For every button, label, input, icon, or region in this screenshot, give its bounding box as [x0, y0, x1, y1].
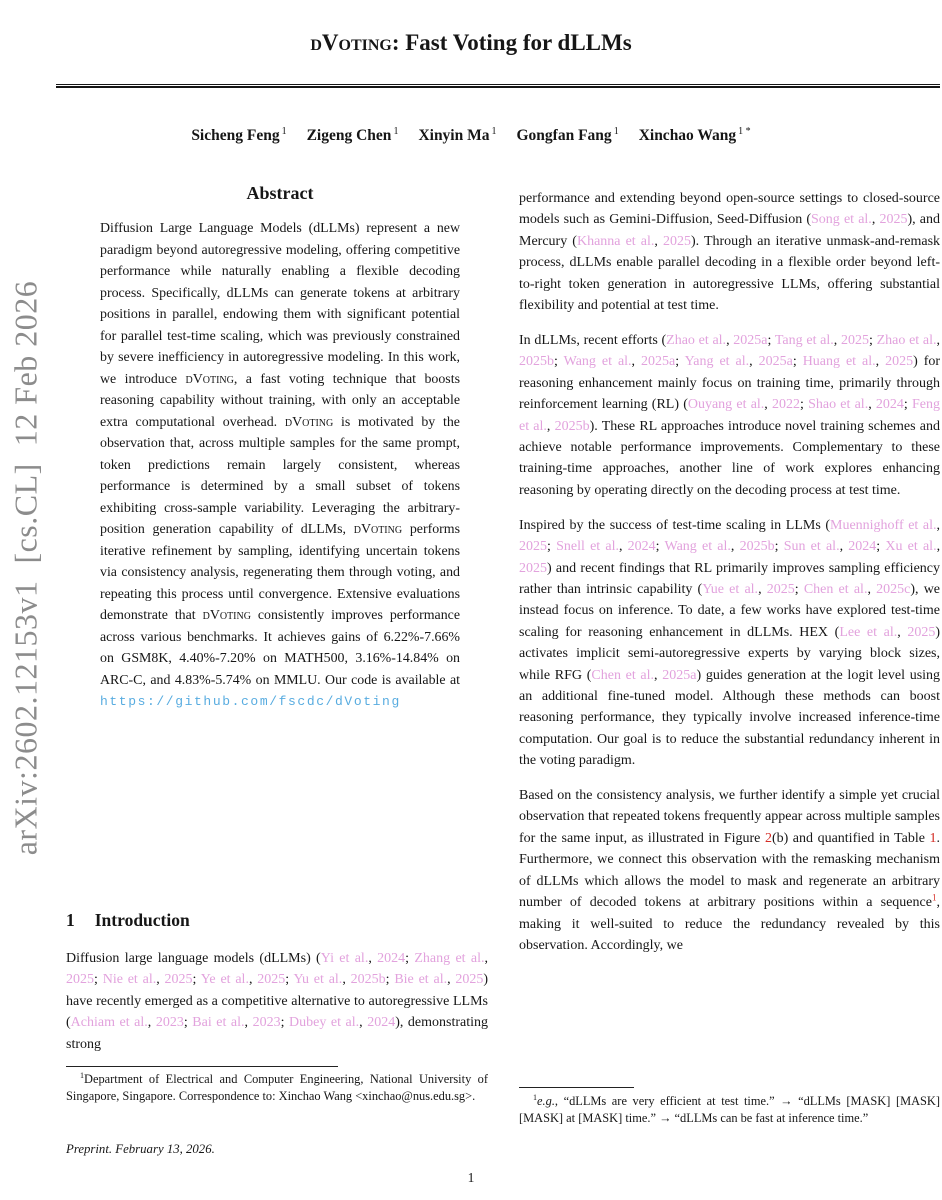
text-segment: ) activates implicit semi-autoregressive experts by varying block sizes, while RFG (: [519, 624, 941, 683]
text-segment: ,: [936, 539, 941, 555]
citation-link[interactable]: Nie et al.: [102, 972, 157, 988]
text-segment: ,: [156, 972, 165, 988]
text-segment: ,: [867, 581, 877, 597]
author-name: Xinchao Wang: [638, 127, 737, 145]
text-segment: ,: [447, 972, 456, 988]
github-link[interactable]: https://github.com/fscdc/dVoting: [100, 694, 401, 709]
citation-link[interactable]: Lee et al.: [839, 624, 898, 640]
text-segment: ,: [484, 951, 488, 966]
text-segment: ,: [764, 397, 772, 413]
text-segment: Based on the consistency analysis, we further identify a simple yet crucial observation that repeated tokens frequently appear across multiple samples for the same input, as illustrated in Figure: [519, 788, 940, 846]
citation-link[interactable]: Song et al.: [811, 212, 872, 228]
arxiv-watermark: arXiv:2602.12153v1 [cs.CL] 12 Feb 2026: [7, 280, 44, 856]
citation-link[interactable]: Zhao et al.: [666, 332, 727, 348]
citation-link[interactable]: Yang et al.: [684, 354, 750, 370]
citation-link[interactable]: 2025: [164, 972, 193, 988]
citation-link[interactable]: 2025: [662, 233, 691, 249]
citation-link[interactable]: 2025c: [876, 581, 911, 597]
text-segment: ,: [936, 517, 940, 533]
author-name: Xinyin Ma: [418, 127, 490, 145]
text-segment: ,: [359, 1015, 368, 1031]
authors-line: [0, 126, 942, 145]
text-segment: ;: [675, 354, 685, 370]
text-segment: dVoting: [202, 608, 251, 623]
text-segment: performance and extending beyond open-source settings to closed-source models such as Gemini-Diffusion, Seed-Diffusion (: [519, 191, 940, 228]
text-segment: ;: [547, 539, 557, 555]
citation-link[interactable]: Yu et al.: [293, 972, 343, 988]
citation-link[interactable]: Sun et al.: [783, 539, 840, 555]
abstract-body: [100, 218, 460, 713]
text-segment: ) and recent findings that RL primarily improves sampling efficiency rather than intrinsic capability (: [519, 560, 940, 597]
text-segment: ) have recently emerged as a competitive alternative to autoregressive LLMs (: [66, 972, 489, 1031]
section-title: Introduction: [94, 910, 190, 930]
text-segment: , a fast voting technique that boosts reasoning capability without training, with only an acceptable extra computational overhead.: [100, 371, 460, 430]
text-segment: ,: [631, 354, 642, 370]
author: [191, 127, 286, 144]
citation-link[interactable]: Ye et al.: [200, 972, 249, 988]
mask-example-footnote: [519, 1093, 940, 1127]
text-segment: dVoting: [284, 414, 334, 430]
citation-link[interactable]: Muennighoff et al.: [830, 517, 937, 533]
text-segment: ,: [749, 354, 759, 370]
author: [517, 127, 619, 144]
text-segment: , making it well-suited to reduce the redundancy revealed by this observation. Accordingly, we: [519, 895, 940, 953]
text-segment: ,: [368, 951, 378, 966]
paragraph: [519, 188, 940, 316]
citation-link[interactable]: 2025: [841, 332, 869, 348]
citation-link[interactable]: 2025b: [519, 354, 554, 370]
text-segment: ) guides generation at the logit level using an additional fine-tuned model. Although these methods can boost reasoning performance, they typically involve increased inference-time computation. Our goal is to reduce the substantial redundancy inherent in the voting paradigm.: [519, 667, 941, 769]
text-segment: performs iterative refinement by sampling, identifying uncertain tokens via consistency analysis, regenerating them through voting, and repeating this process until convergence. Extensive evaluations demonstrate that: [100, 522, 460, 623]
text-segment: ), and Mercury (: [519, 212, 940, 249]
citation-link[interactable]: 2025a: [733, 332, 768, 348]
citation-link[interactable]: Ouyang et al.: [687, 397, 765, 413]
title-divider-rule: [56, 84, 940, 88]
text-segment: ;: [655, 539, 665, 555]
citation-link[interactable]: Feng et al.: [519, 397, 940, 434]
text-segment: In dLLMs, recent efforts (: [519, 332, 667, 348]
right-column: [519, 188, 940, 970]
text-segment: ,: [875, 354, 886, 370]
paragraph: [519, 330, 940, 501]
text-segment: ,: [654, 667, 663, 683]
text-segment: ,: [726, 332, 734, 348]
text-segment: ;: [792, 354, 803, 370]
paper-title: [0, 30, 942, 56]
text-segment: is motivated by the observation that, across multiple samples for the same prompt, token predictions remain largely consistent, whereas performance is determined by a small subset of tokens exhibiting cross-sample variability. Leveraging the arbitrary-position generation capability of dLLMs,: [100, 414, 460, 537]
citation-link[interactable]: 2025b: [739, 539, 775, 555]
text-segment: ;: [94, 972, 103, 988]
text-segment: ;: [385, 972, 395, 988]
citation-link[interactable]: 2023: [155, 1015, 184, 1031]
author-affiliation-mark: 1: [393, 126, 399, 137]
citation-link[interactable]: 2024: [848, 539, 877, 555]
citation-link[interactable]: Bie et al.: [394, 972, 448, 988]
text-segment: 1: [533, 1092, 538, 1102]
text-segment: ,: [244, 1015, 253, 1031]
citation-link[interactable]: 2025: [257, 972, 286, 988]
citation-link[interactable]: 2025: [766, 581, 795, 597]
text-segment: ;: [554, 354, 564, 370]
citation-link[interactable]: Snell et al.: [556, 539, 619, 555]
section-number: 1: [66, 910, 75, 930]
preprint-note: Preprint. February 13, 2026.: [66, 1142, 215, 1156]
citation-link[interactable]: Chen et al.: [591, 667, 655, 683]
text-segment: ) for reasoning enhancement mainly focus on training time, primarily through reinforcement learning (RL) (: [519, 354, 941, 413]
text-segment: 1: [80, 1070, 85, 1080]
citation-link[interactable]: Shao et al.: [808, 397, 869, 413]
text-segment: ;: [800, 397, 809, 413]
citation-link[interactable]: Wang et al.: [664, 539, 731, 555]
citation-link[interactable]: Dubey et al.: [289, 1015, 360, 1031]
text-segment: ,: [871, 212, 880, 228]
citation-link[interactable]: 2024: [627, 539, 656, 555]
citation-link[interactable]: 2025a: [758, 354, 793, 370]
citation-link[interactable]: 2025: [519, 539, 547, 555]
text-segment: ;: [903, 397, 912, 413]
text-segment: ;: [285, 972, 294, 988]
text-segment: dVoting: [185, 371, 234, 387]
citation-link[interactable]: 2025: [455, 972, 484, 988]
author-affiliation-mark: 1: [281, 126, 287, 137]
citation-link[interactable]: 2025: [907, 624, 936, 640]
author-affiliation-mark: 1: [613, 126, 619, 137]
author: [307, 127, 399, 144]
citation-link[interactable]: 2025: [885, 354, 914, 370]
text-segment: ;: [192, 972, 201, 988]
text-segment: ;: [774, 539, 784, 555]
citation-link[interactable]: Khanna et al.: [576, 233, 655, 249]
author-name: Gongfan Fang: [516, 127, 612, 145]
text-segment: ,: [618, 539, 628, 555]
text-segment: Department of Electrical and Computer Engineering, National University of Singapore, Singapore. Correspondence to: Xinchao Wang <xinchao@nus.edu.sg>.: [66, 1072, 488, 1103]
text-segment: dVoting: [353, 522, 403, 537]
citation-link[interactable]: 2025a: [641, 354, 676, 370]
citation-link[interactable]: Chen et al.: [803, 581, 868, 597]
text-segment: ), demonstrating strong: [66, 1015, 488, 1052]
text-segment: , “dLLMs are very efficient at test time.” → “dLLMs [MASK] [MASK] [MASK] at [MASK] time.” → “dLLMs can be fast at inference time.”: [519, 1094, 940, 1125]
citation-link[interactable]: Xu et al.: [885, 539, 937, 555]
citation-link[interactable]: Wang et al.: [563, 354, 632, 370]
author-affiliation-mark: 1: [491, 126, 497, 137]
citation-link[interactable]: 2023: [252, 1015, 281, 1031]
text-segment: ,: [833, 332, 841, 348]
citation-link[interactable]: 2022: [772, 397, 800, 413]
citation-link[interactable]: 2025: [66, 972, 94, 988]
table-1-ref[interactable]: 1: [929, 830, 937, 846]
citation-link[interactable]: Yue et al.: [702, 581, 759, 597]
citation-link[interactable]: Achiam et al.: [70, 1015, 148, 1031]
citation-link[interactable]: 2025: [519, 560, 547, 576]
citation-link[interactable]: 2025b: [350, 972, 386, 988]
text-segment: ;: [876, 539, 886, 555]
text-segment: (b) and quantified in Table: [771, 830, 930, 846]
citation-link[interactable]: 2024: [377, 951, 406, 966]
text-segment: ), we instead focus on inference. To date, a few works have explored test-time scaling for reasoning enhancement in dLLMs. HEX (: [519, 581, 941, 640]
introduction-paragraph: [66, 948, 488, 1055]
text-segment: Diffusion Large Language Models (dLLMs) represent a new paradigm beyond autoregressive modeling, offering competitive performance while naturally enabling a flexible decoding process. Specifically, dLLMs can generate tokens at arbitrary positions in parallel, endowing them with significant potential for parallel test-time scaling, which was previously constrained by severe inefficiency in autoregressive modeling. In this work, we introduce: [100, 221, 460, 387]
author-affiliation-mark: 1 *: [738, 126, 751, 137]
author: [639, 127, 751, 144]
text-segment: dVoting: [310, 30, 392, 55]
citation-link[interactable]: 2025: [879, 212, 908, 228]
abstract-heading: Abstract: [246, 183, 314, 203]
page-number: 1: [467, 1170, 475, 1185]
citation-link[interactable]: 2025b: [554, 418, 590, 434]
text-segment: ). Through an iterative unmask-and-remask process, dLLMs enable parallel decoding in a flexible order beyond left-to-right token generation in autoregressive LLMs, offering substantial flexibility and potential at test time.: [519, 233, 941, 314]
text-segment: ,: [342, 972, 351, 988]
author-name: Zigeng Chen: [306, 127, 392, 145]
text-segment: consistently improves performance across various benchmarks. It achieves gains of 6.22%-7.66% on GSM8K, 4.40%-7.20% on MATH500, 3.16%-14.84% on ARC-C, and 4.83%-5.74% on MMLU. Our code is available at: [100, 608, 460, 688]
text-segment: ,: [730, 539, 740, 555]
citation-link[interactable]: Zhang et al.: [414, 951, 485, 966]
text-segment: ,: [897, 624, 908, 640]
section-heading-introduction: [66, 910, 488, 931]
text-segment: ,: [654, 233, 663, 249]
citation-link[interactable]: Tang et al.: [774, 332, 834, 348]
citation-link[interactable]: 2024: [367, 1015, 396, 1031]
text-segment: ;: [183, 1015, 193, 1031]
paragraph: [519, 785, 940, 956]
citation-link[interactable]: Yi et al.: [320, 951, 369, 966]
text-segment: . Furthermore, we connect this observation with the remasking mechanism of dLLMs which allows the model to mask and regenerate an arbitrary number of decoded tokens at arbitrary positions within a sequence: [519, 830, 940, 911]
text-segment: ;: [869, 332, 877, 348]
citation-link[interactable]: Zhao et al.: [876, 332, 937, 348]
text-segment: ;: [767, 332, 775, 348]
author: [418, 127, 496, 144]
text-segment: ;: [280, 1015, 290, 1031]
text-segment: ,: [147, 1015, 156, 1031]
text-segment: ). These RL approaches introduce novel training schemes and achieve notable performance improvements. Complementary to these training-time approaches, another line of work explores enhancing reasoning by operating directly on the decoding process at test time.: [519, 418, 940, 498]
author-name: Sicheng Feng: [191, 127, 280, 145]
text-segment: ,: [936, 332, 941, 348]
text-segment: ,: [758, 581, 767, 597]
footnote-rule-left: [66, 1066, 338, 1067]
text-segment: ,: [546, 418, 555, 434]
text-segment: ,: [868, 397, 876, 413]
text-segment: ;: [405, 951, 415, 966]
citation-link[interactable]: Huang et al.: [802, 354, 876, 370]
text-segment: e.g.: [537, 1094, 555, 1108]
footnote-1-ref[interactable]: 1: [931, 892, 937, 903]
citation-link[interactable]: 2024: [875, 397, 904, 413]
text-segment: : Fast Voting for dLLMs: [391, 30, 632, 55]
text-segment: ,: [248, 972, 258, 988]
text-segment: ;: [794, 581, 804, 597]
affiliation-footnote: [66, 1071, 488, 1105]
footnote-rule-right: [519, 1087, 634, 1088]
figure-2-ref[interactable]: 2: [764, 830, 772, 846]
citation-link[interactable]: 2025a: [662, 667, 697, 683]
paragraph: [519, 515, 940, 772]
citation-link[interactable]: Bai et al.: [192, 1015, 245, 1031]
text-segment: ,: [839, 539, 849, 555]
text-segment: Inspired by the success of test-time scaling in LLMs (: [519, 517, 830, 533]
text-segment: Diffusion large language models (dLLMs) (: [66, 951, 321, 966]
